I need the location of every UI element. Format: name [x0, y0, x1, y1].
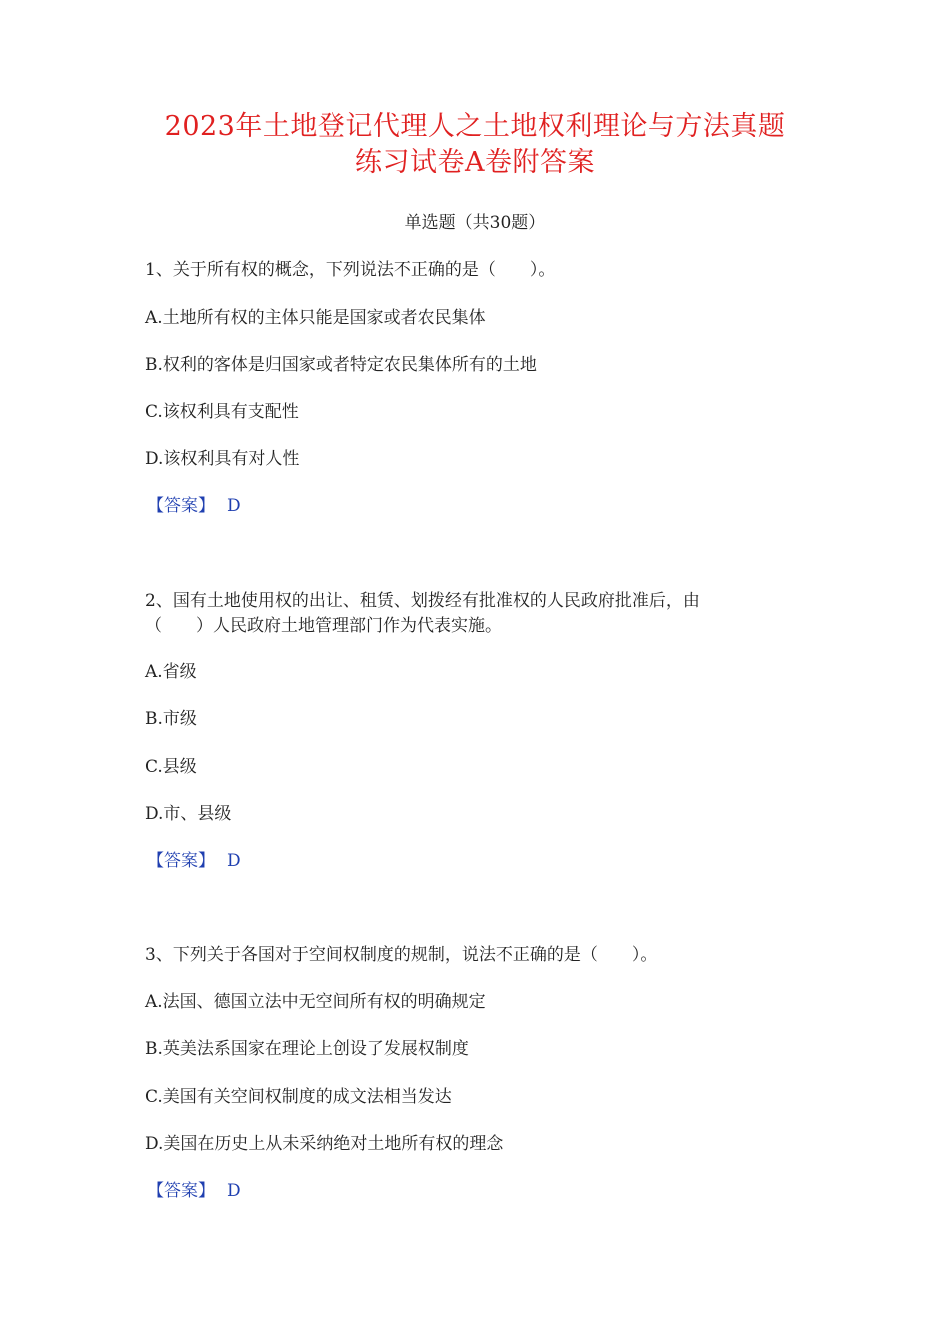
- answer-value: D: [227, 851, 241, 871]
- question-2-option-c: C.县级: [145, 757, 197, 777]
- question-2-stem-line-2: （ ）人民政府土地管理部门作为代表实施。: [145, 616, 502, 636]
- question-3-option-c: C.美国有关空间权制度的成文法相当发达: [145, 1087, 452, 1107]
- question-1-stem: 1、关于所有权的概念，下列说法不正确的是（ ）。: [145, 260, 556, 280]
- question-3-option-b: B.英美法系国家在理论上创设了发展权制度: [145, 1039, 469, 1059]
- answer-label: 【答案】: [147, 1181, 215, 1201]
- question-3-option-a: A.法国、德国立法中无空间所有权的明确规定: [145, 992, 486, 1012]
- question-1-option-c: C.该权利具有支配性: [145, 402, 299, 422]
- question-1-option-b: B.权利的客体是归国家或者特定农民集体所有的土地: [145, 355, 537, 375]
- question-2-stem-line-1: 2、国有土地使用权的出让、租赁、划拨经有批准权的人民政府批准后，由: [145, 591, 700, 611]
- question-2-answer: [147, 849, 241, 873]
- document-title-line-1: 2023年土地登记代理人之土地权利理论与方法真题: [164, 111, 786, 142]
- question-3-stem: 3、下列关于各国对于空间权制度的规制，说法不正确的是（ ）。: [145, 945, 658, 965]
- document-title-line-2: 练习试卷A卷附答案: [355, 147, 595, 178]
- answer-value: D: [227, 496, 241, 516]
- question-2-option-d: D.市、县级: [145, 804, 232, 824]
- answer-label: 【答案】: [147, 851, 215, 871]
- answer-label: 【答案】: [147, 496, 215, 516]
- question-1-option-a: A.土地所有权的主体只能是国家或者农民集体: [145, 308, 486, 328]
- question-1-answer: [147, 494, 241, 518]
- question-3-answer: [147, 1179, 241, 1203]
- question-2-option-b: B.市级: [145, 709, 197, 729]
- question-2-option-a: A.省级: [145, 662, 197, 682]
- question-3-option-d: D.美国在历史上从未采纳绝对土地所有权的理念: [145, 1134, 504, 1154]
- question-1-option-d: D.该权利具有对人性: [145, 449, 300, 469]
- section-heading: 单选题（共30题）: [404, 213, 546, 233]
- answer-value: D: [227, 1181, 241, 1201]
